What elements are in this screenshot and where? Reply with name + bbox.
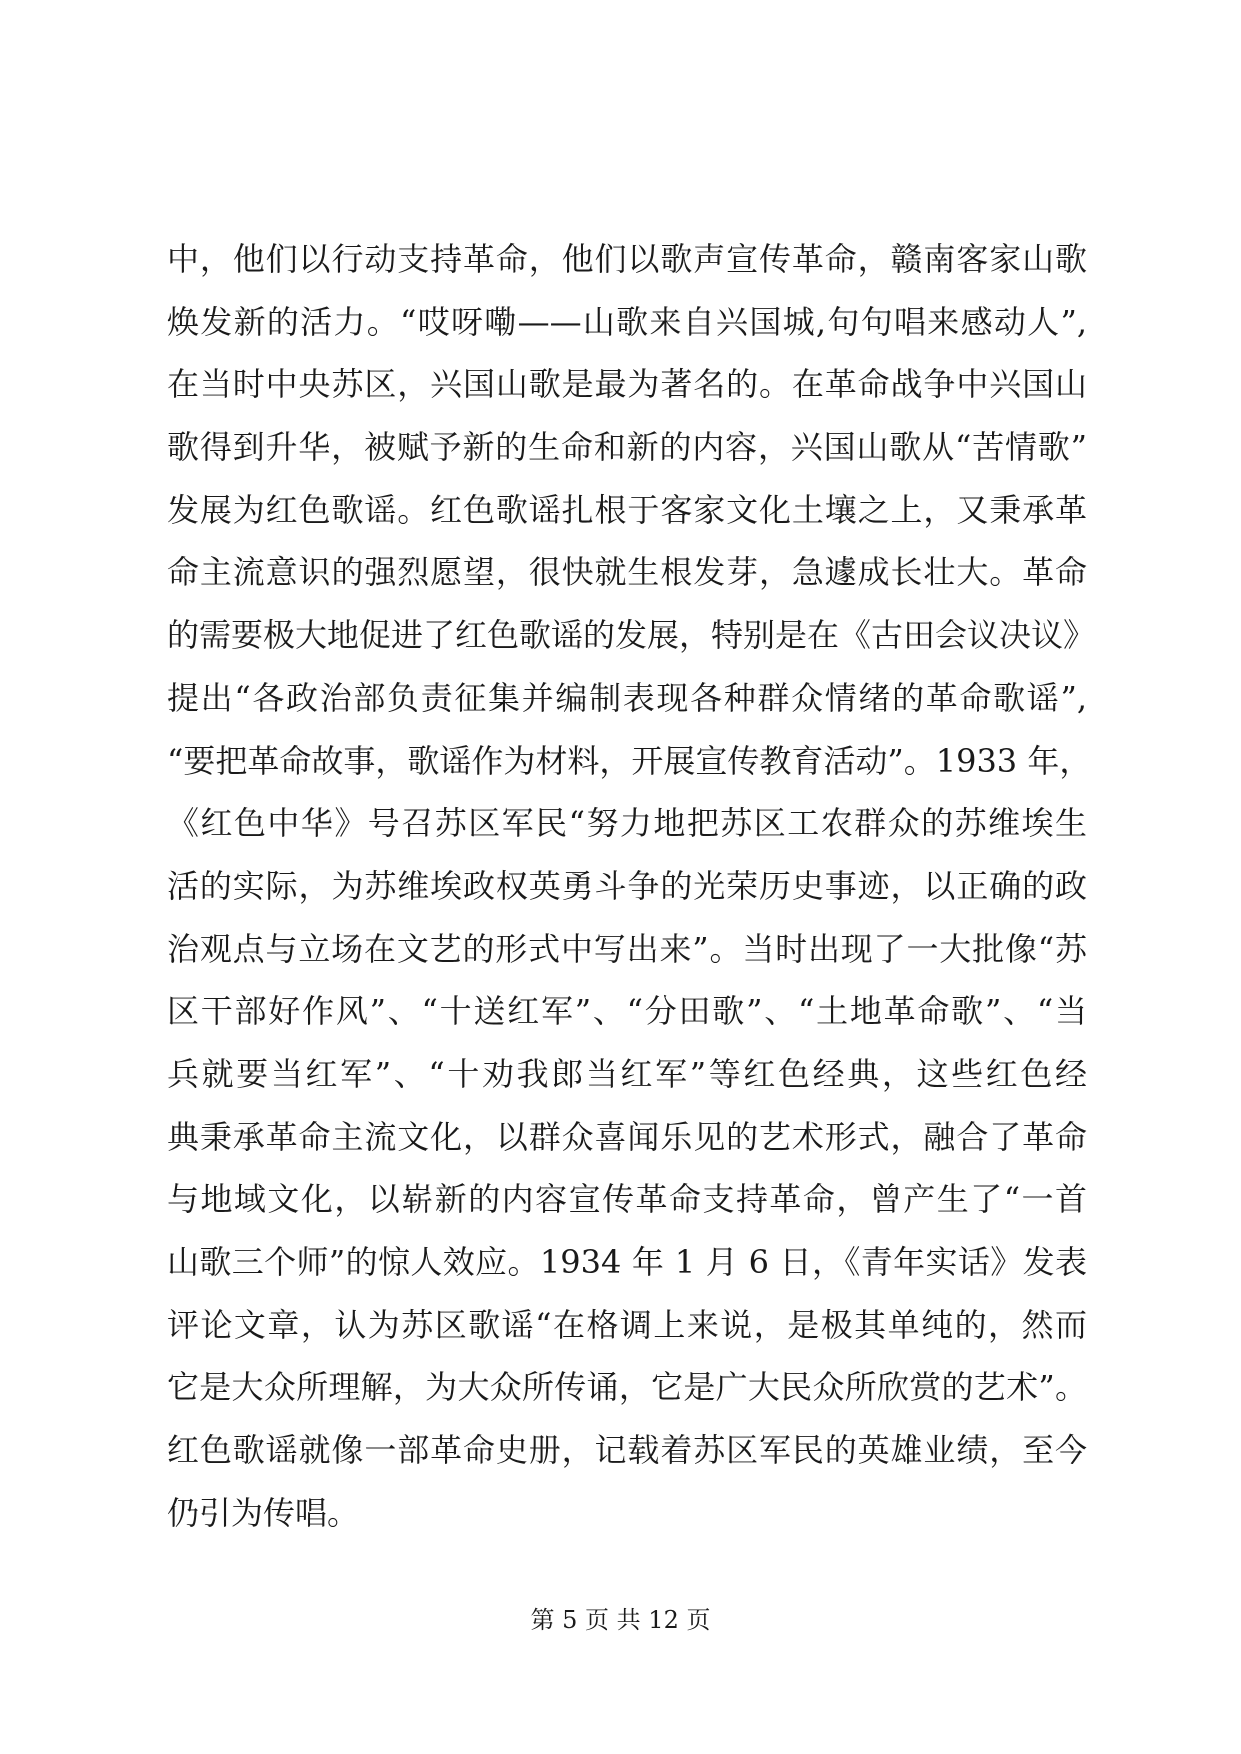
text-line: 中，他们以行动支持革命，他们以歌声宣传革命，赣南客家山歌: [167, 240, 1087, 278]
text-line: 评论文章，认为苏区歌谣“在格调上来说，是极其单纯的，然而: [167, 1305, 1087, 1344]
text-line: “要把革命故事，歌谣作为材料，开展宣传教育活动”。1933 年，: [167, 741, 1092, 780]
text-line: 的需要极大地促进了红色歌谣的发展，特别是在《古田会议决议》: [167, 616, 1096, 655]
text-line: 与地域文化，以崭新的内容宣传革命支持革命，曾产生了“一首: [167, 1180, 1087, 1219]
text-line: 红色歌谣就像一部革命史册，记载着苏区军民的英雄业绩，至今: [167, 1431, 1087, 1470]
text-line: 兵就要当红军”、“十劝我郎当红军”等红色经典，这些红色经: [167, 1054, 1087, 1093]
text-line: 山歌三个师”的惊人效应。1934 年 1 月 6 日，《青年实话》发表: [167, 1243, 1087, 1281]
text-line: 发展为红色歌谣。红色歌谣扎根于客家文化土壤之上，又秉承革: [167, 490, 1087, 529]
text-line: 仍引为传唱。: [167, 1493, 360, 1532]
text-line: 《红色中华》号召苏区军民“努力地把苏区工农群众的苏维埃生: [167, 804, 1087, 843]
text-line: 典秉承革命主流文化，以群众喜闻乐见的艺术形式，融合了革命: [167, 1117, 1087, 1156]
text-line: 它是大众所理解，为大众所传诵，它是广大民众所欣赏的艺术”。: [167, 1368, 1087, 1407]
text-line: 歌得到升华，被赋予新的生命和新的内容，兴国山歌从“苦情歌”: [167, 428, 1087, 467]
text-line: 焕发新的活力。“哎呀嘞——山歌来自兴国城,句句唱来感动人”,: [167, 302, 1087, 341]
text-line: 在当时中央苏区，兴国山歌是最为著名的。在革命战争中兴国山: [167, 365, 1087, 404]
page-footer: 第 5 页 共 12 页: [530, 1606, 711, 1634]
text-line: 提出“各政治部负责征集并编制表现各种群众情绪的革命歌谣”,: [167, 678, 1087, 717]
text-line: 活的实际，为苏维埃政权英勇斗争的光荣历史事迹，以正确的政: [167, 866, 1087, 905]
text-line: 治观点与立场在文艺的形式中写出来”。当时出现了一大批像“苏: [167, 929, 1087, 968]
text-line: 命主流意识的强烈愿望，很快就生根发芽，急遽成长壮大。革命: [167, 553, 1087, 592]
body-paragraph: [167, 228, 1096, 1544]
text-line: 区干部好作风”、“十送红军”、“分田歌”、“土地革命歌”、“当: [167, 992, 1087, 1031]
